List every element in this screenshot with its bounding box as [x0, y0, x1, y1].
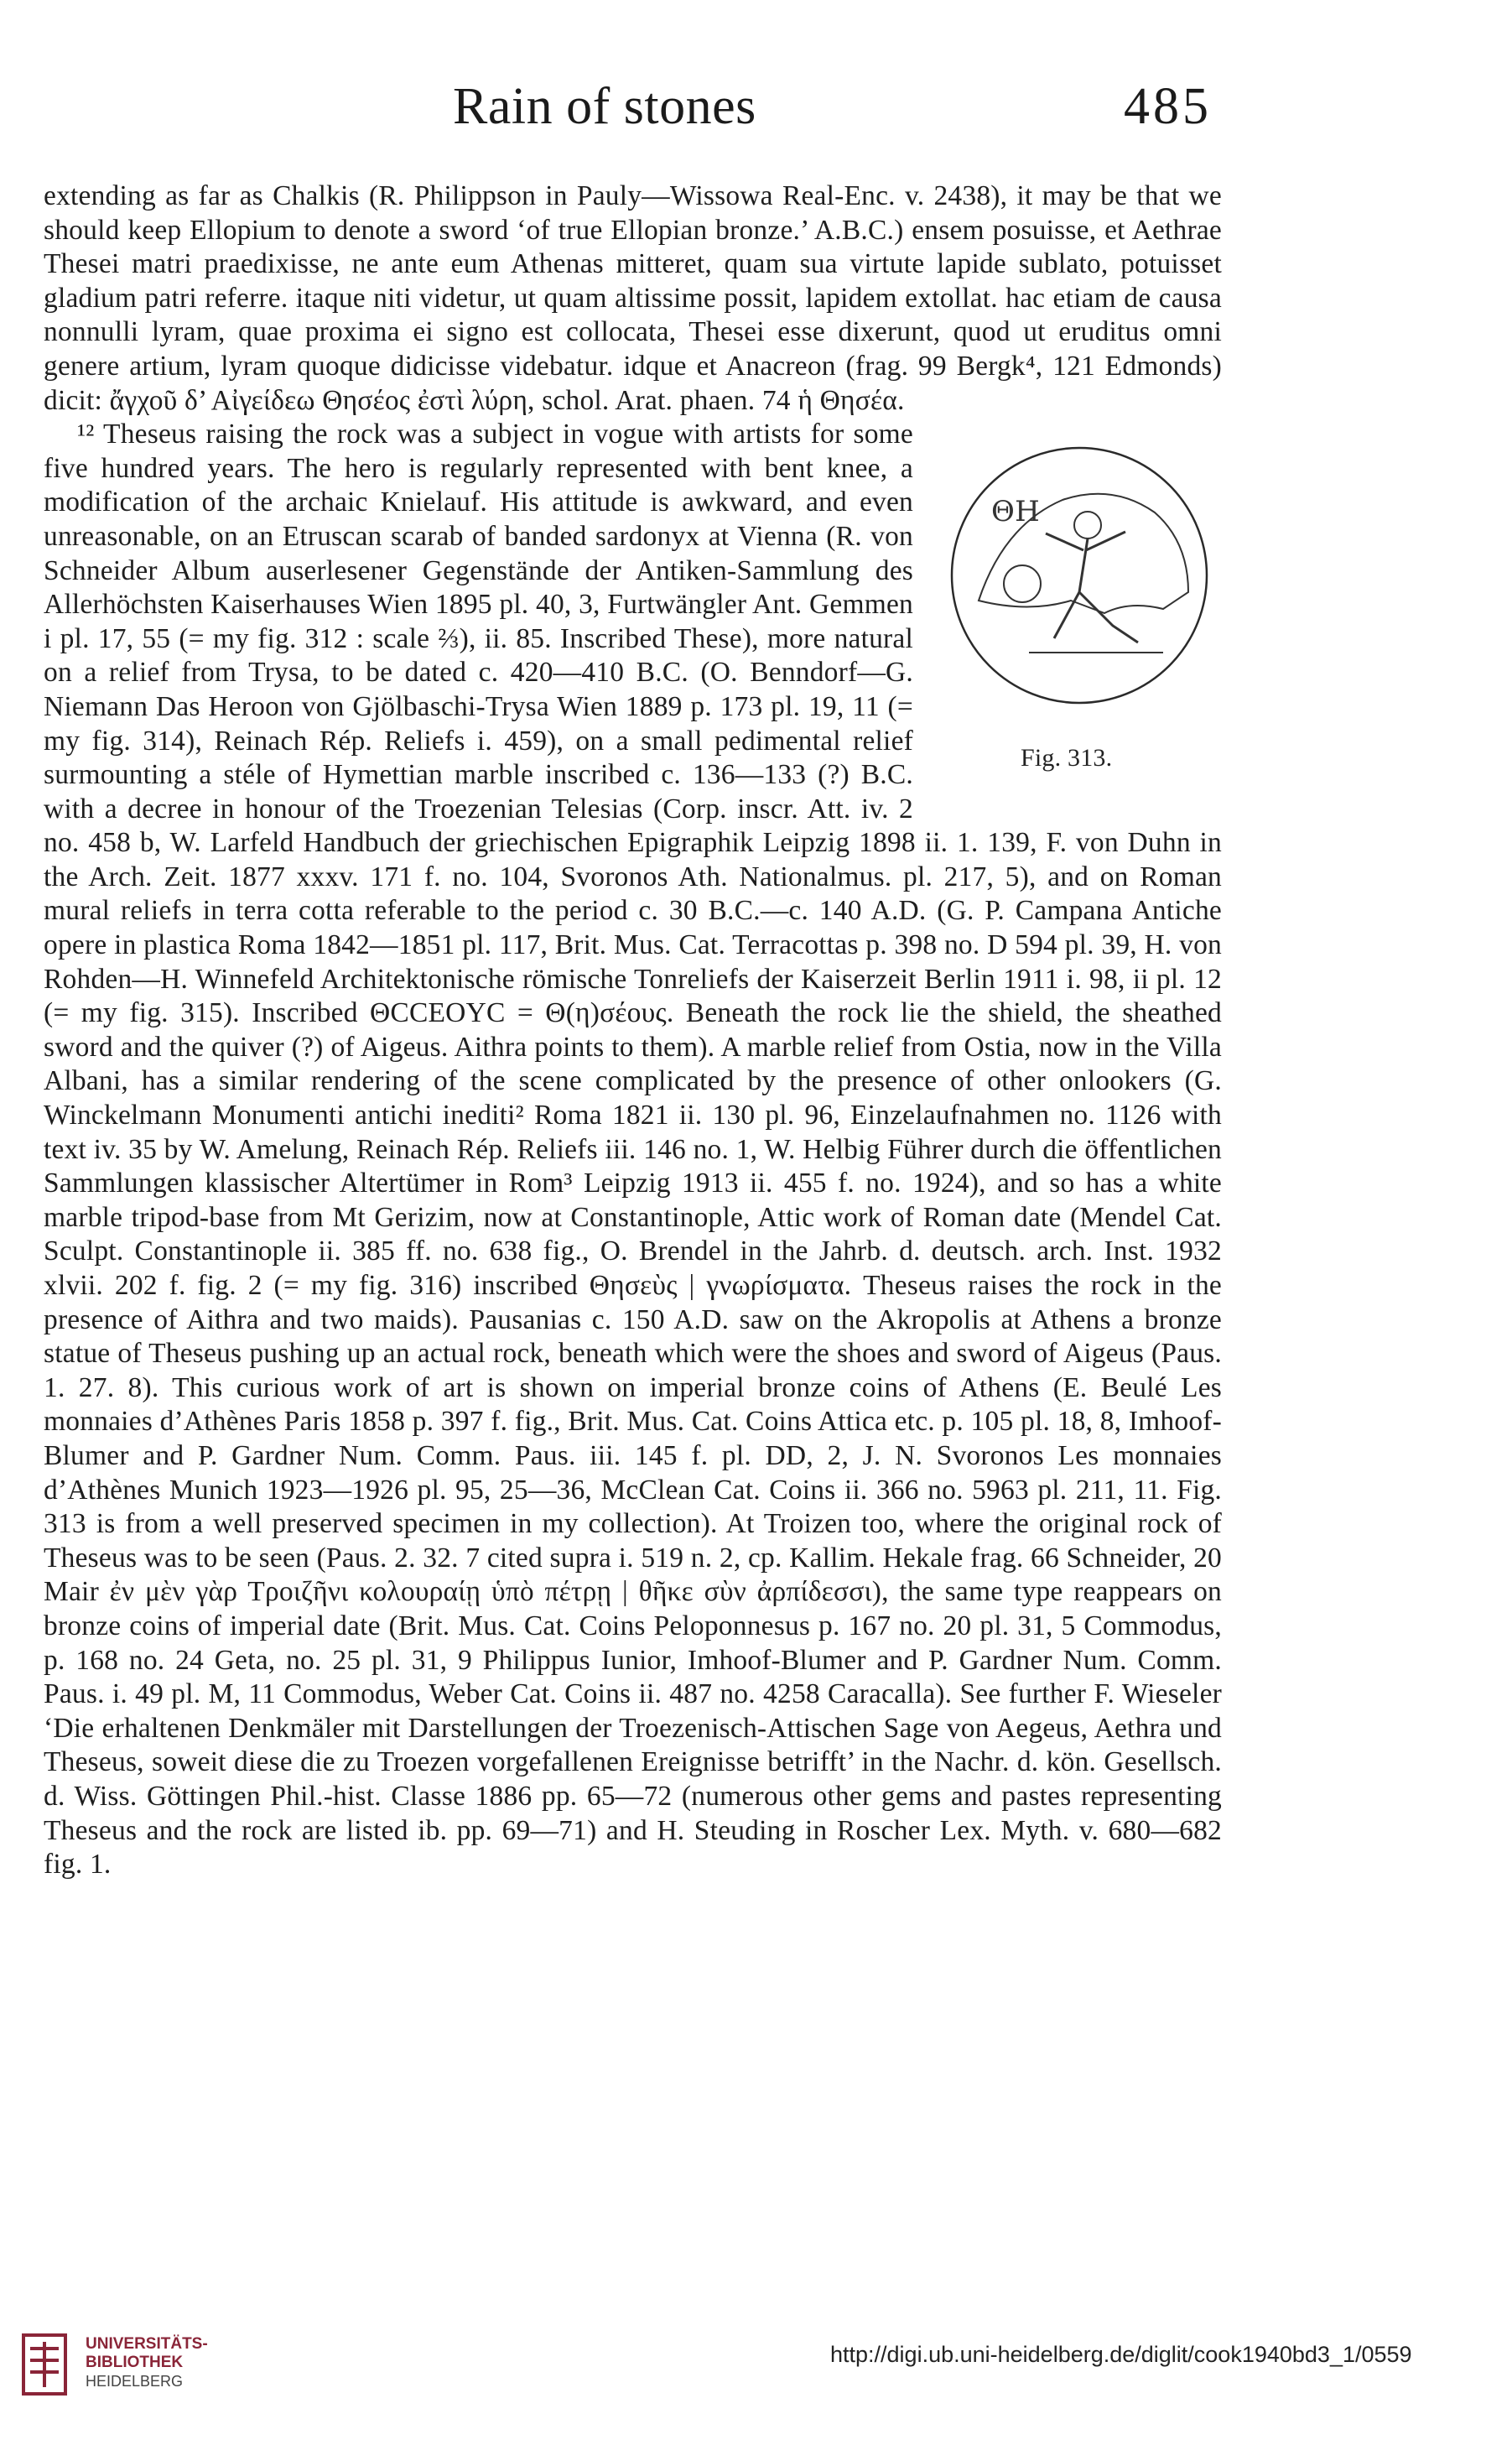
page-number: 485 — [1124, 78, 1212, 135]
figure-313 — [937, 433, 1222, 802]
footnote-text — [44, 179, 1222, 1882]
coin-illustration — [945, 433, 1213, 718]
paragraph-2: ¹² Theseus raising the rock was a subject in vogue with artists for some five hundred years. The hero is regularly represented with bent knee, a modification of the archaic Knielauf. His attitude is awkward, and even unreasonable, on an Etruscan scarab of banded sardonyx at Vienna (R. von Schneider Album auserlesener Gegenstände der Antiken-Sammlung des Allerhöchsten Kaiserhauses Wien 1895 pl. 40, 3, Furtwängler Ant. Gemmen i pl. 17, 55 (= my fig. 312 : scale ⅔), ii. 85. Inscribed These), more natural on a relief from Trysa, to be dated c. 420—410 B.C. (O. Benndorf—G. Niemann Das Heroon von Gjölbaschi-Trysa Wien 1889 p. 173 pl. 19, 11 (= my fig. 314), Reinach Rép. Reliefs i. 459), on a small pedimental relief surmounting a stéle of Hymettian marble inscribed c. 136—133 (?) B.C. with a decree in honour of the Troezenian Telesias (Corp. inscr. Att. iv. 2 no. 458 b, W. Larfeld Handbuch der griechischen Epigraphik Leipzig 1898 ii. 1. 139, F. von Duhn in the Arch. Zeit. 1877 xxxv. 171 f. no. 104, Svoronos Ath. Nationalmus. pl. 217, 5), and on Roman mural reliefs in terra cotta referable to the period c. 30 B.C.—c. 140 A.D. (G. P. Campana Antiche opere in plastica Roma 1842—1851 pl. 117, Brit. Mus. Cat. Terracottas p. 398 no. D 594 pl. 39, H. von Rohden—H. Winnefeld Architektonische römische Tonreliefs der Kaiserzeit Berlin 1911 i. 98, ii pl. 12 (= my fig. 315). Inscribed ΘCCEOYC = Θ(η)σέους. Beneath the rock lie the shield, the sheathed sword and the quiver (?) of Aigeus. Aithra points to them). A marble relief from Ostia, now in the Villa Albani, has a similar rendering of the scene complicated by the presence of other onlookers (G. Winckelmann Monumenti antichi inediti² Roma 1821 ii. 130 pl. 96, Einzelaufnahmen no. 1126 with text iv. 35 by W. Amelung, Reinach Rép. Reliefs iii. 146 no. 1, W. Helbig Führer durch die öffentlichen Sammlungen klassischer Altertümer in Rom³ Leipzig 1913 ii. 455 f. no. 1924), and so has a white marble tripod-base from Mt Gerizim, now at Constantinople, Attic work of Roman date (Mendel Cat. Sculpt. Constantinople ii. 385 ff. no. 638 fig., O. Brendel in the Jahrb. d. deutsch. arch. Inst. 1932 xlvii. 202 f. fig. 2 (= my fig. 316) inscribed Θησεὺς | γνωρίσματα. Theseus raises the rock in the presence of Aithra and two maids). Pausanias c. 150 A.D. saw on the Akropolis at Athens a bronze statue of Theseus pushing up an actual rock, beneath which were the shoes and sword of Aigeus (Paus. 1. 27. 8). This curious work of art is shown on imperial bronze coins of Athens (E. Beulé Les monnaies d’Athènes Paris 1858 p. 397 f. fig., Brit. Mus. Cat. Coins Attica etc. p. 105 pl. 18, 8, Imhoof-Blumer and P. Gardner Num. Comm. Paus. iii. 145 f. pl. DD, 2, J. N. Svoronos Les monnaies d’Athènes Munich 1923—1926 pl. 95, 25—36, McClean Cat. Coins ii. 366 no. 5963 pl. 211, 11. Fig. 313 is from a well preserved specimen in my collection). At Troizen too, where the original rock of Theseus was to be seen (Paus. 2. 32. 7 cited supra i. 519 n. 2, cp. Kallim. Hekale frag. 66 Schneider, 20 Mair ἐν μὲν γὰρ Τροιζῆνι κολουραίῃ ὑπὸ πέτρῃ | θῆκε σὺν ἀρπίδεσσι), the same type reappears on bronze coins of imperial date (Brit. Mus. Cat. Coins Peloponnesus p. 167 no. 20 pl. 31, 5 Commodus, p. 168 no. 24 Geta, no. 25 pl. 31, 9 Philippus Iunior, Imhoof-Blumer and P. Gardner Num. Comm. Paus. i. 49 pl. M, 11 Commodus, Weber Cat. Coins ii. 487 no. 4258 Caracalla). See further F. Wieseler ‘Die erhaltenen Denkmäler mit Darstellungen der Troezenisch-Attischen Sage von Aegeus, Aethra und Theseus, soweit diese die zu Troezen vorgefallenen Ereignisse betrifft’ in the Nachr. d. kön. Gesellsch. d. Wiss. Göttingen Phil.-hist. Classe 1886 pp. 65—72 (numerous other gems and pastes representing Theseus and the rock are listed ib. pp. 69—71) and H. Steuding in Roscher Lex. Myth. v. 680—682 fig. 1. — [44, 419, 1222, 1881]
institution-line-2: BIBLIOTHEK — [86, 2354, 184, 2371]
institution-line-3: HEIDELBERG — [86, 2373, 184, 2390]
paragraph-1: extending as far as Chalkis (R. Philippson in Pauly—Wissowa Real-Enc. v. 2438), it may be that we should keep Ellopium to denote a sword ‘of true Ellopian bronze.’ A.B.C.) ensem posuisse, et Aethrae Thesei matri praedixisse, ne ante eum Athenas mitteret, quam sua virtute lapide sublato, potuisset gladium patri referre. itaque niti videtur, ut quam altissime possit, lapidem extollat. hac etiam de causa nonnulli lyram, quae proxima ei signo est collocata, Thesei esse dixerunt, quod ut eruditus omni genere artium, lyram quoque didicisse videbatur. idque et Anacreon (frag. 99 Bergk⁴, 121 Edmonds) dicit: ἄγχοῦ δ’ Αἰγείδεω Θησέος ἐστὶ λύρη, schol. Arat. phaen. 74 ἡ Θησέα. — [44, 180, 1222, 416]
running-header — [0, 77, 1512, 153]
institution-line-1: UNIVERSITÄTS- — [86, 2335, 208, 2353]
library-logo-icon — [15, 2332, 75, 2407]
coin-inscription: ΘΗ — [991, 495, 1040, 529]
figure-caption: Fig. 313. — [1021, 744, 1113, 773]
permalink[interactable]: http://digi.ub.uni-heidelberg.de/diglit/cook1940bd3_1/0559 — [830, 2342, 1412, 2367]
institution-name — [86, 2335, 208, 2390]
page-title: Rain of stones — [453, 78, 756, 135]
digitization-footer — [0, 2332, 1512, 2445]
